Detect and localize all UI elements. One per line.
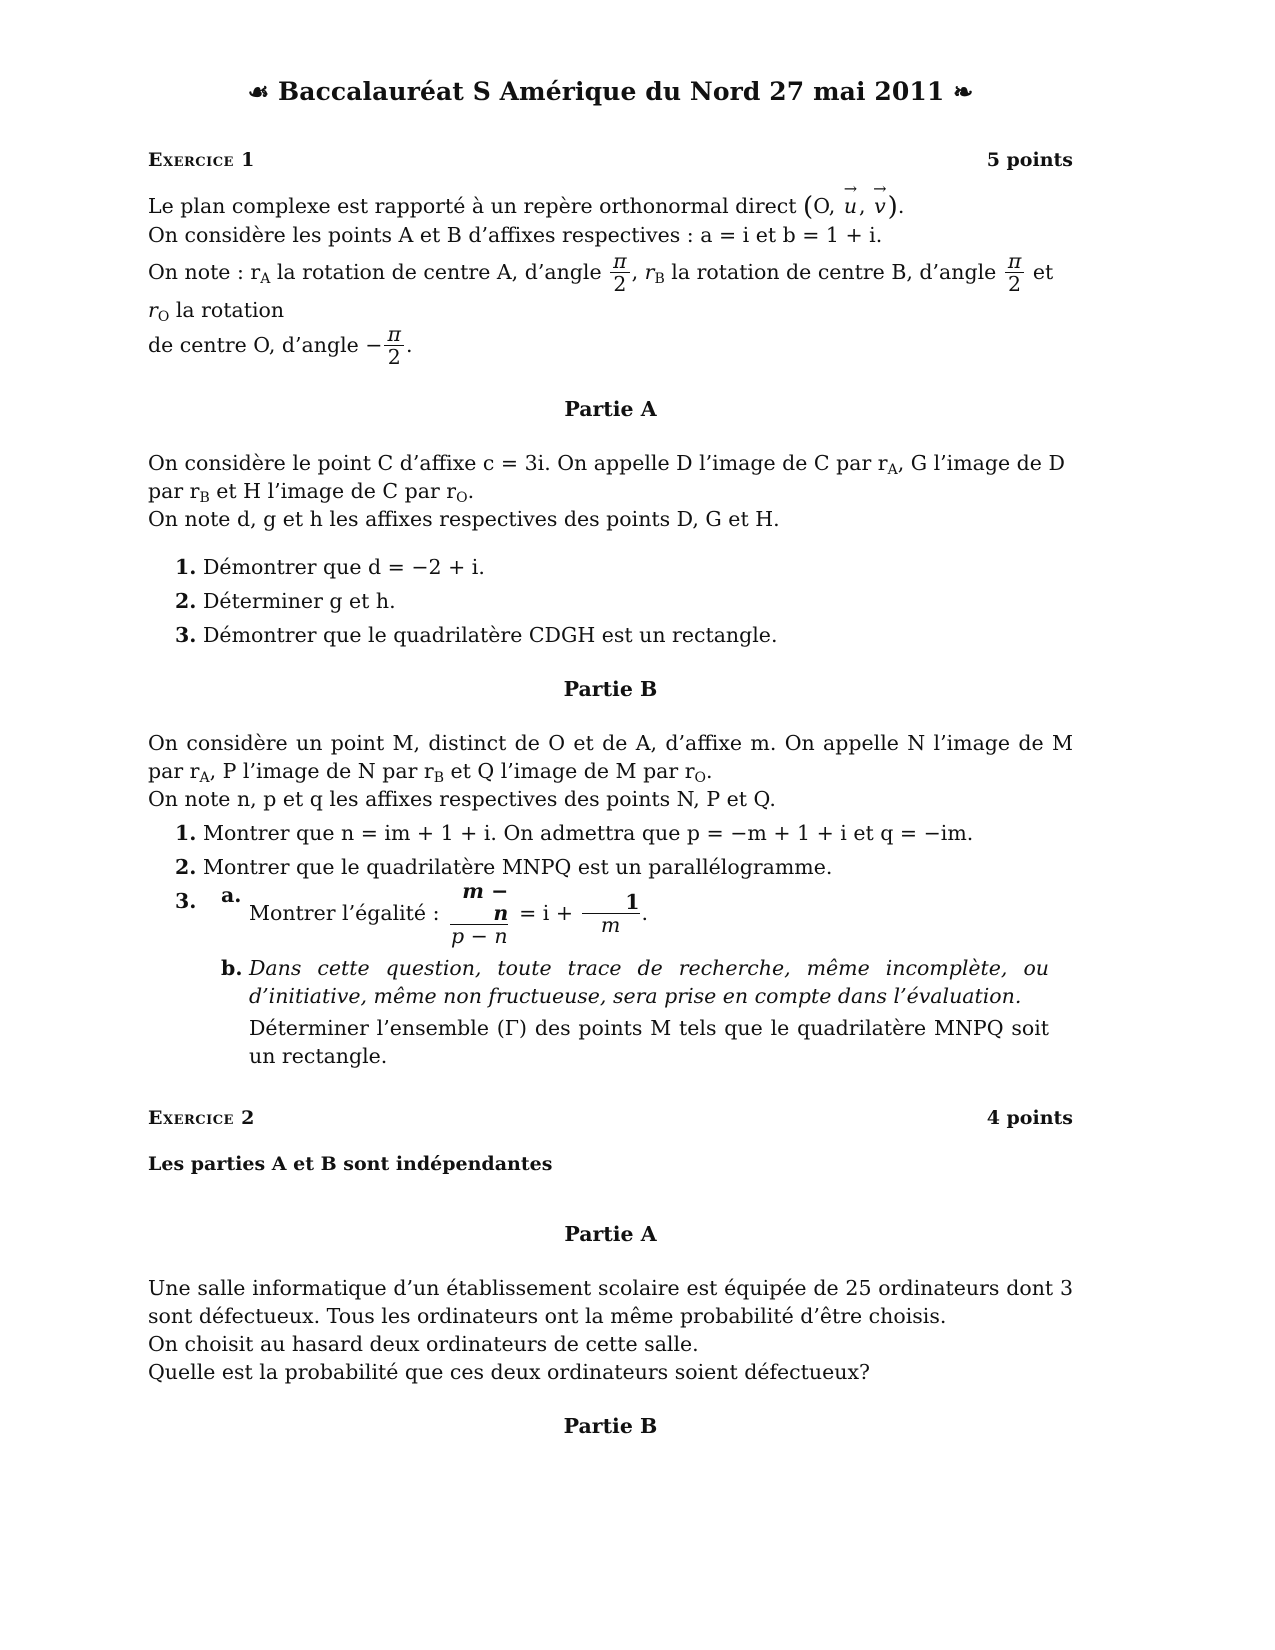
fraction-m-minus-n-over-p-minus-n: $\frac{m - n}{p - n}$	[451, 879, 509, 948]
ex1-partie-b-questions	[148, 819, 1073, 1070]
fraction-pi-over-2: $\frac{\pi}{2}$	[610, 250, 629, 295]
ex1-intro-line2: On considère les points A et B d’affixes respectives : a = i et b = 1 + i.	[148, 223, 883, 247]
exercise-2-points: 4 points	[986, 1107, 1073, 1129]
list-item: 2. Montrer que le quadrilatère MNPQ est un parallélogramme.	[175, 855, 833, 879]
fraction-1-over-m: $\frac{1}{m}$	[582, 891, 640, 936]
ex2-partie-a-paragraph3: Quelle est la probabilité que ces deux ordinateurs soient défectueux?	[148, 1360, 870, 1384]
list-item: 1. Démontrer que d = −2 + i.	[175, 555, 485, 579]
exercise-2-header	[148, 1104, 1073, 1132]
fraction-pi-over-2: $\frac{\pi}{2}$	[384, 323, 403, 368]
list-item: 1. Montrer que n = im + 1 + i. On admettra que p = −m + 1 + i et q = −im.	[175, 821, 974, 845]
ex1-partie-b-paragraph1: On considère un point M, distinct de O et de A, d’affixe m. On appelle N l’image de M par $r_A$, P l’image de N par $r_B$ et Q l’image de M par $r_O$.	[148, 731, 1073, 786]
ex1-partie-a-title: Partie A	[564, 397, 657, 421]
list-item: 2. Déterminer g et h.	[175, 589, 396, 613]
ex2-partie-a-paragraph2: On choisit au hasard deux ordinateurs de cette salle.	[148, 1332, 699, 1356]
exercise-2-label: Exercice 2	[148, 1107, 255, 1129]
document-page	[148, 78, 1073, 1466]
ex1-intro-line1: Le plan complexe est rapporté à un repère orthonormal direct (O, → u, → v).	[148, 192, 1073, 221]
ornament-right-icon: ❧	[953, 77, 974, 106]
ex1-partie-b-paragraph2: On note n, p et q les affixes respectives des points N, P et Q.	[148, 787, 776, 811]
ex1-partie-a-questions	[148, 553, 1073, 649]
ex2-partie-a-paragraph1: Une salle informatique d’un établissement scolaire est équipée de 25 ordinateurs dont 3 sont défectueux. Tous les ordinateurs ont la même probabilité d’être choisis.	[148, 1276, 1073, 1328]
exercise-1-label: Exercice 1	[148, 149, 255, 171]
sub-item-a: a. Montrer l’égalité : $\frac{m - n}{p - n}$ = i + $\frac{1}{m}$ .	[221, 879, 649, 948]
ex2-partie-a-title: Partie A	[564, 1222, 657, 1246]
list-item: 3. a. Montrer l’égalité : $\frac{m - n}{p - n}$ = i + $\frac{1}{m}$ . b. Dans cette question, toute trace de recherche, même incomplète, ou d’initiative, même non fructueuse, sera prise en compte dans l’évaluation. Déterminer l’ensemble (Γ) des points M tels que le quadrilatère MNPQ soit un rectangle.	[175, 879, 1049, 1068]
ex1-partie-a-paragraph1: On considère le point C d’affixe c = 3i. On appelle D l’image de C par $r_A$, G l’image de D par $r_B$ et H l’image de C par $r_O$.	[148, 451, 1065, 506]
ex1-partie-a-paragraph2: On note d, g et h les affixes respectives des points D, G et H.	[148, 507, 780, 531]
list-item: 3. Démontrer que le quadrilatère CDGH est un rectangle.	[175, 623, 778, 647]
title-text: Baccalauréat S Amérique du Nord 27 mai 2011	[278, 77, 945, 106]
ex1-intro-line3: On note : $r_A$ la rotation de centre A, d’angle $\frac{\pi}{2}$ , $r_B$ la rotation de centre B, d’angle $\frac{\pi}{2}$ et $r_O$ la rotation	[148, 249, 1054, 325]
fraction-pi-over-2: $\frac{\pi}{2}$	[1005, 250, 1024, 295]
ex2-partie-b-title: Partie B	[563, 1414, 658, 1438]
sub-item-b: b. Dans cette question, toute trace de recherche, même incomplète, ou d’initiative, même non fructueuse, sera prise en compte dans l’évaluation. Déterminer l’ensemble (Γ) des points M tels que le quadrilatère MNPQ soit un rectangle.	[221, 956, 1049, 1068]
ex2-independence-note: Les parties A et B sont indépendantes	[148, 1153, 553, 1175]
exercise-1-points: 5 points	[986, 149, 1073, 171]
repere-notation: (	[803, 192, 814, 222]
ornament-left-icon: ☙	[247, 77, 270, 106]
page-title	[148, 78, 1073, 106]
exercise-1-header	[148, 146, 1073, 174]
ex1-partie-b-title: Partie B	[563, 677, 658, 701]
ex1-intro-line4: de centre O, d’angle − $\frac{\pi}{2}$ .	[148, 322, 413, 369]
